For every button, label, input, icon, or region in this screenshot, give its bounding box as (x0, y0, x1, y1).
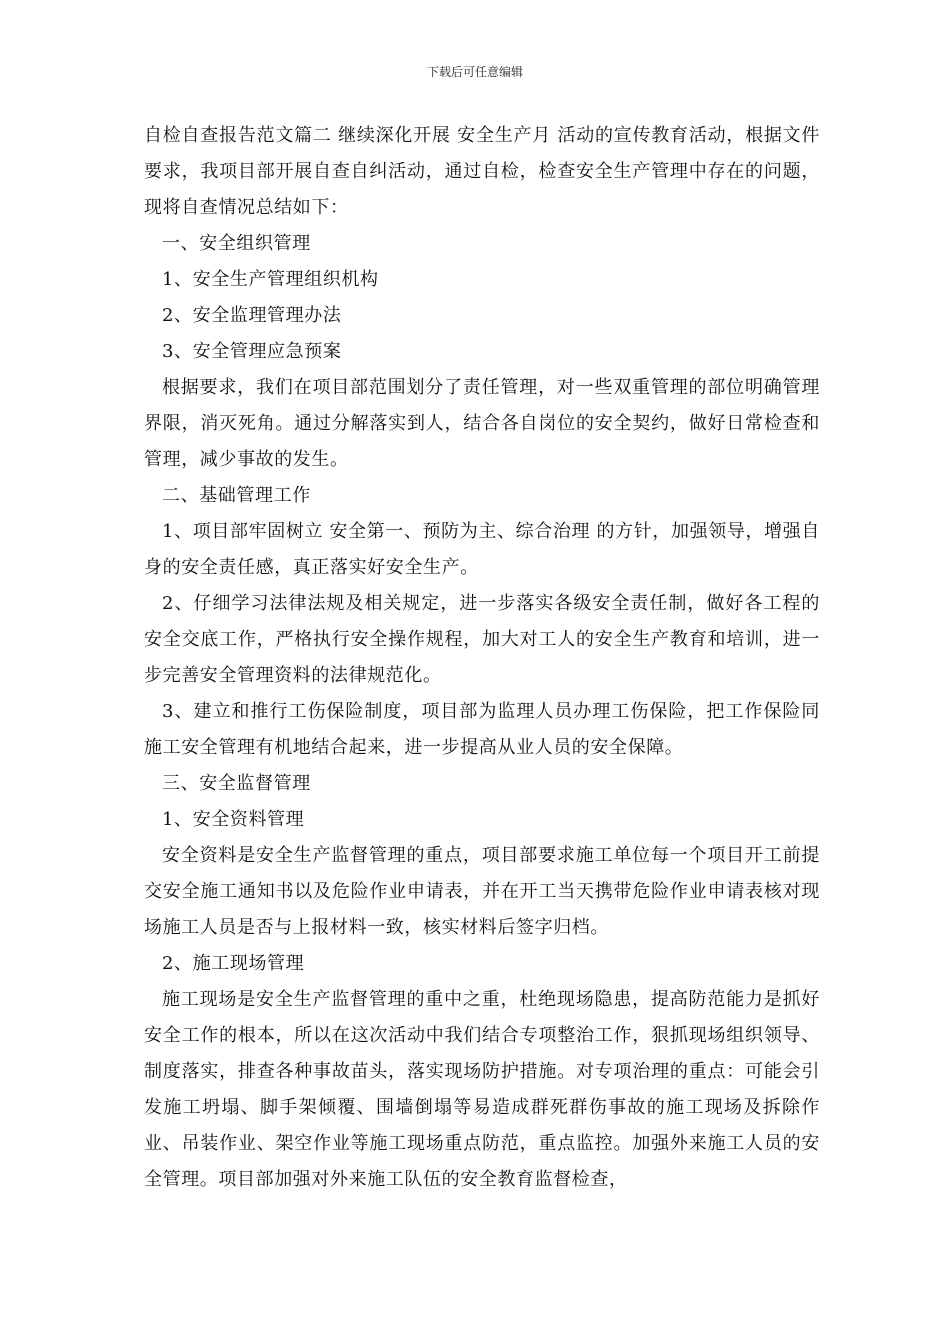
section-heading-1: 一、安全组织管理 (162, 233, 311, 254)
list-item: 2、施工现场管理 (162, 953, 305, 974)
document-body (144, 118, 820, 1198)
list-item: 2、仔细学习法律法规及相关规定，进一步落实各级安全责任制，做好各工程的安全交底工作，严格执行安全操作规程，加大对工人的安全生产教育和培训，进一步完善安全管理资料的法律规范化。 (144, 593, 820, 686)
list-item: 1、项目部牢固树立 安全第一、预防为主、综合治理 的方针，加强领导，增强自身的安全责任感，真正落实好安全生产。 (144, 521, 820, 578)
list-item: 1、安全生产管理组织机构 (162, 269, 379, 290)
paragraph: 施工现场是安全生产监督管理的重中之重，杜绝现场隐患，提高防范能力是抓好安全工作的根本，所以在这次活动中我们结合专项整治工作，狠抓现场组织领导、制度落实，排查各种事故苗头，落实现场防护措施。对专项治理的重点：可能会引发施工坍塌、脚手架倾覆、围墙倒塌等易造成群死群伤事故的施工现场及拆除作业、吊装作业、架空作业等施工现场重点防范，重点监控。加强外来施工人员的安全管理。项目部加强对外来施工队伍的安全教育监督检查， (144, 989, 820, 1190)
paragraph: 根据要求，我们在项目部范围划分了责任管理，对一些双重管理的部位明确管理界限，消灭死角。通过分解落实到人，结合各自岗位的安全契约，做好日常检查和管理，减少事故的发生。 (144, 377, 820, 470)
paragraph: 安全资料是安全生产监督管理的重点，项目部要求施工单位每一个项目开工前提交安全施工通知书以及危险作业申请表，并在开工当天携带危险作业申请表核对现场施工人员是否与上报材料一致，核实材料后签字归档。 (144, 845, 820, 938)
section-heading-3: 三、安全监督管理 (162, 773, 311, 794)
page-header: 下载后可任意编辑 (426, 65, 523, 79)
list-item: 1、安全资料管理 (162, 809, 305, 830)
section-heading-2: 二、基础管理工作 (162, 485, 311, 506)
list-item: 3、安全管理应急预案 (162, 341, 342, 362)
list-item: 3、建立和推行工伤保险制度，项目部为监理人员办理工伤保险，把工作保险同施工安全管理有机地结合起来，进一步提高从业人员的安全保障。 (144, 701, 820, 758)
paragraph-intro: 自检自查报告范文篇二 继续深化开展 安全生产月 活动的宣传教育活动，根据文件要求，我项目部开展自查自纠活动，通过自检，检查安全生产管理中存在的问题，现将自查情况总结如下： (144, 125, 820, 218)
list-item: 2、安全监理管理办法 (162, 305, 342, 326)
